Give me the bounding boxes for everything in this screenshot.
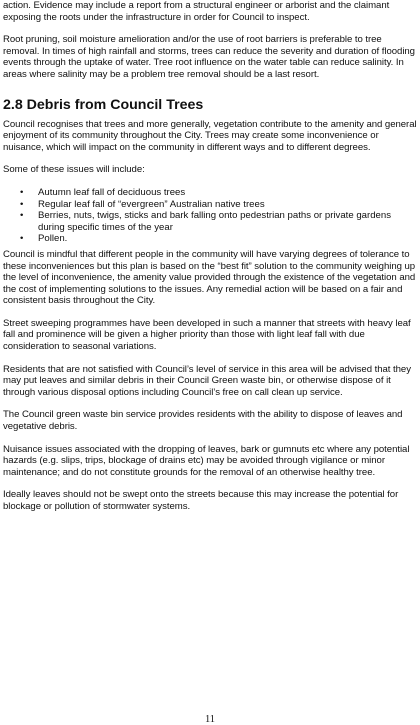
paragraph-root-pruning: Root pruning, soil moisture amelioration and/or the use of root barriers is preferable to tree removal. In times of high rainfall and storms, trees can reduce the severity and duration of flooding events through the uptake of water. Tree root influence on the water table can reduce salinity. In areas where salinity may be a problem tree removal should be a last resort. — [3, 34, 415, 80]
bullet-icon: • — [20, 186, 24, 198]
bullet-icon: • — [20, 210, 24, 222]
list-item — [3, 199, 417, 211]
paragraph-residents: Residents that are not satisfied with Council’s level of service in this area will be advised that they may put leaves and similar debris in their Council Green waste bin, or otherwise dispose of it through various disposal options including Council’s free on call clean up service. — [3, 363, 411, 398]
paragraph-council-mindful: Council is mindful that different people in the community will have varying degrees of tolerance to these inconveniences but this plan is based on the “best fit” solution to the community weighing up the level of inconvenience, the amenity value provided through the existence of the vegetation and the cost of implementing solutions to the issues. Any remedial action will be based on a fair and consistent basis throughout the City. — [3, 248, 416, 307]
document-page — [3, 0, 417, 513]
bullet-icon: • — [20, 198, 24, 210]
list-item-text: Berries, nuts, twigs, sticks and bark falling onto pedestrian paths or private gardens during specific times of the year — [38, 210, 392, 233]
paragraph-issues-intro: Some of these issues will include: — [3, 164, 145, 176]
paragraph-nuisance-issues: Nuisance issues associated with the dropping of leaves, bark or gumnuts etc where any potential hazards (e.g. slips, trips, blockage of drains etc) may be avoided through vigilance or minor maintenance; and do not constitute grounds for the removal of an otherwise healthy tree. — [3, 443, 410, 478]
list-item-text: Pollen. — [38, 233, 68, 245]
list-item-text: Regular leaf fall of “evergreen” Australian native trees — [38, 198, 265, 210]
section-heading: 2.8 Debris from Council Trees — [3, 96, 204, 113]
paragraph-green-waste-bin: The Council green waste bin service provides residents with the ability to dispose of leaves and vegetative debris. — [3, 409, 403, 433]
paragraph-council-recognises: Council recognises that trees and more generally, vegetation contribute to the amenity and general enjoyment of its community throughout the City. Trees may create some inconvenience or nuisance, which will impact on the community in different ways and to different degrees. — [3, 118, 417, 153]
list-item — [3, 233, 417, 245]
list-item — [3, 187, 417, 199]
paragraph-street-sweeping: Street sweeping programmes have been developed in such a manner that streets with heavy leaf fall and prominence will be given a higher priority than those with light leaf fall with due consideration to seasonal variations. — [3, 317, 411, 353]
page-number: 11 — [204, 714, 216, 725]
paragraph-evidence: action. Evidence may include a report from a structural engineer or arborist and the claimant exposing the roots under the infrastructure in order for Council to inspect. — [3, 0, 390, 23]
list-item-text: Autumn leaf fall of deciduous trees — [38, 186, 186, 198]
paragraph-ideally-leaves: Ideally leaves should not be swept onto the streets because this may increase the potential for blockage or pollution of stormwater systems. — [3, 489, 399, 512]
bullet-icon: • — [20, 233, 24, 245]
list-item — [3, 210, 417, 233]
issues-list — [3, 187, 417, 245]
